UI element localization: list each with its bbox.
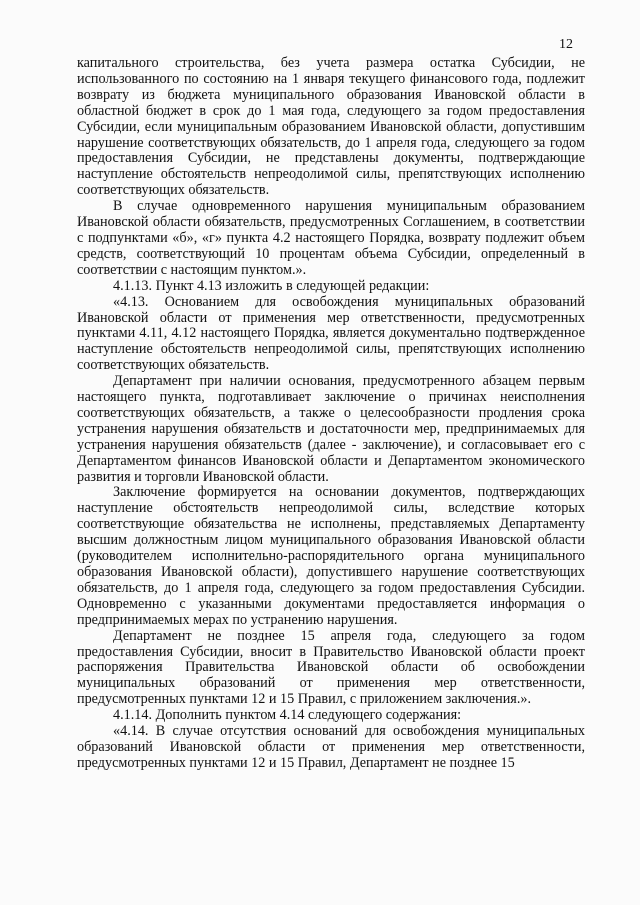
paragraph: «4.13. Основанием для освобождения муниципальных образований Ивановской области от применения мер ответственности, предусмотренных пунктами 4.11, 4.12 настоящего Порядка, является документально подтвержденное наступление обстоятельств непреодолимой силы, препятствующих исполнению соответствующих обязательств. (77, 293, 585, 374)
page-number: 12 (559, 37, 573, 52)
paragraph: Департамент не позднее 15 апреля года, следующего за годом предоставления Субсидии, вносит в Правительство Ивановской области проект распоряжения Правительства Ивановской области об освобождении муниципальных образований от применения мер ответственности, предусмотренных пунктами 12 и 15 Правил, с приложением заключения.». (77, 627, 585, 708)
paragraph: Заключение формируется на основании документов, подтверждающих наступление обстоятельств непреодолимой силы, вследствие которых соответствующие обязательства не исполнены, представляемых Департаменту высшим должностным лицом муниципального образования Ивановской области (руководителем исполнительно-распорядительного органа муниципального образования Ивановской области), допустившего нарушение соответствующих обязательств, до 1 апреля года, следующего за годом предоставления Субсидии. Одновременно с указанными документами предоставляется информация о предпринимаемых мерах по устранению нарушения. (77, 484, 585, 628)
paragraph: капитального строительства, без учета размера остатка Субсидии, не использованного по состоянию на 1 января текущего финансового года, подлежит возврату из бюджета муниципального образования Ивановской области в областной бюджет в срок до 1 мая года, следующего за годом предоставления Субсидии, если муниципальным образованием Ивановской области, допустившим нарушение соответствующих обязательств, до 1 апреля года, следующего за годом предоставления Субсидии, не представлены документы, подтверждающие наступление обстоятельств непреодолимой силы, препятствующих исполнению соответствующих обязательств. (77, 55, 585, 199)
paragraph: В случае одновременного нарушения муниципальным образованием Ивановской области обязательств, предусмотренных Соглашением, в соответствии с подпунктами «б», «г» пункта 4.2 настоящего Порядка, возврату подлежит объем средств, соответствующий 10 процентам объема Субсидии, определенный в соответствии с настоящим пунктом.». (77, 198, 585, 278)
document-body (77, 56, 585, 772)
paragraph: «4.14. В случае отсутствия оснований для освобождения муниципальных образований Ивановской области от применения мер ответственности, предусмотренных пунктами 12 и 15 Правил, Департамент не позднее 15 (77, 723, 585, 771)
paragraph: 4.1.14. Дополнить пунктом 4.14 следующего содержания: (113, 707, 462, 724)
paragraph: Департамент при наличии основания, предусмотренного абзацем первым настоящего пункта, подготавливает заключение о причинах неисполнения соответствующих обязательств, а также о целесообразности продления срока устранения нарушения обязательств и достаточности мер, предпринимаемых для устранения нарушения обязательств (далее - заключение), и согласовывает его с Департаментом финансов Ивановской области и Департаментом экономического развития и торговли Ивановской области. (77, 373, 585, 485)
paragraph: 4.1.13. Пункт 4.13 изложить в следующей редакции: (113, 277, 430, 294)
